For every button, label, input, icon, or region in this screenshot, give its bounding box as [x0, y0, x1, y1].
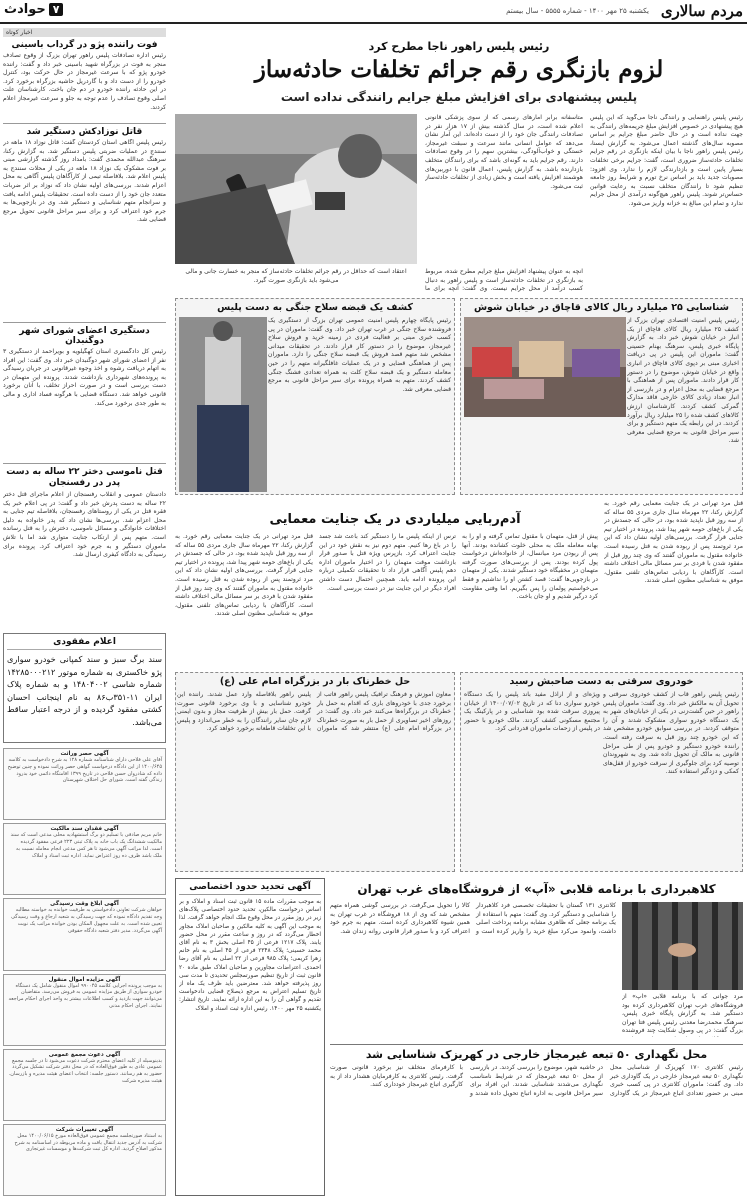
- sidebar-story4-title: قتل ناموسی دختر ۲۲ ساله به دست پدر در رفسنجان: [6, 467, 163, 488]
- legal-ad-body: به موجب پرونده اجرایی کلاسه ۹۹۰۰۴۵ اموال منقول شامل یک دستگاه خودرو سواری از طریق مزایده عمومی به فروش می‌رسد. متقاضیان می‌توانند جهت بازدید و کسب اطلاعات بیشتر به واحد اجرای احکام مراجعه نمایند. اجرای احکام مدنی: [8, 982, 162, 1009]
- mystery-body-mid: پیش از قتل، متهمان با مقتول تماس گرفته و او را به بهانه معامله ملک به محلی خلوت کشانده بودند. آنها پس از ربودن مرد میانسال، از خانواده‌اش درخواست پول کرده بودند. پس از بررسی‌های صورت گرفته متهمان در مخفیگاه خود دستگیر شدند. یکی از متهمان در بازجویی‌ها گفت: قصد کشتن او را نداشتیم و فقط می‌خواستیم پولمان را پس بگیریم. اما وقتی مقاومت کرد درگیر شدیم و او جان باخت.: [462, 533, 598, 601]
- divider: [3, 123, 166, 124]
- car-theft-body: رئیس پلیس راهور قاب از کشف خودروی سرقتی و تحویل آن به مالکش خبر داد. وی گفت: ماموران پلیس راهور در حین گشت‌زنی در یکی از خیابان‌های شهر به یک دستگاه خودرو سواری مشکوک شدند و آن را متوقف کردند. در بررسی سوابق خودرو مشخص شد که این خودرو چند روز قبل به سرقت رفته است. راننده خودرو دستگیر و خودرو پس از طی مراحل قانونی به مالک آن تحویل داده شد. وی به شهروندان توصیه کرد برای جلوگیری از سرقت خودرو از قفل‌های کمکی و دزدگیر استفاده کنند.: [603, 691, 739, 776]
- sidebar-story3-body: رئیس کل دادگستری استان کهگیلویه و بویراحمد از دستگیری ۳ نفر از اعضای شورای شهر دوگنبدان خبر داد. وی گفت: این افراد به اتهام دریافت رشوه و اخذ وجوه غیرقانونی در جریان رسیدگی به پرونده‌های شهرداری بازداشت شدند. پرونده این متهمان در دست بررسی است و در صورت احراز تخلف، با آنان برخورد قانونی خواهد شد. دستگاه قضایی با هرگونه فساد اداری و مالی به طور جدی برخورد می‌کند.: [3, 348, 166, 407]
- car-theft-title: خودروی سرقتی به دست صاحبش رسید: [509, 676, 694, 687]
- legal-ad: [3, 748, 166, 820]
- contraband-photo: [464, 317, 626, 417]
- lost-notice-title: اعلام مفقودی: [7, 637, 162, 650]
- weapons-body: رئیس پایگاه چهارم پلیس امنیت عمومی تهران بزرگ از دستگیری یک فروشنده سلاح جنگی در غرب تهران خبر داد. وی گفت: ماموران در پی کسب خبری مبنی بر فعالیت فردی در زمینه خرید و فروش سلاح غیرمجاز، موضوع را در دستور کار قرار دادند. در تحقیقات میدانی مشخص شد متهم قصد فروش یک قبضه سلاح جنگی را دارد. ماموران پس از هماهنگی قضایی و در یک عملیات غافلگیرانه متهم را در حین معامله دستگیر و یک قبضه سلاح کلت به همراه تعدادی فشنگ جنگی کشف کردند. متهم به همراه پرونده برای سیر مراحل قانونی به مرجع قضایی معرفی شد.: [268, 317, 451, 393]
- legal-ad-body: خواهان شرکت تعاونی دادخواستی به طرفیت خوانده به خواسته مطالبه وجه تقدیم دادگاه نموده که جهت رسیدگی به شعبه ارجاع و وقت رسیدگی تعیین شده است. به علت مجهول المکان بودن خوانده مراتب یک نوبت آگهی می‌گردد. مدیر دفتر شعبه دادگاه حقوقی: [11, 907, 162, 934]
- legal-ad-title: آگهی دعوت مجمع عمومی: [48, 1051, 121, 1058]
- section-title: حوادث: [4, 2, 46, 17]
- section-label: [4, 2, 63, 17]
- land-ad-body: به موجب مقررات ماده ۱۵ قانون ثبت اسناد و املاک و بر اساس درخواست مالکین، تحدید حدود اختصاصی پلاک‌های زیر در روز مقرر در محل وقوع ملک انجام خواهد گرفت. لذا به موجب این آگهی به کلیه مالکین و صاحبان املاک مجاور اخطار می‌گردد که در روز و ساعت مقرر در محل حضور یابند. پلاک ۱۲۱۷ فرعی از ۴۵ اصلی بخش ۳ به نام آقای محمد حسینی؛ پلاک ۲۳۴۸ فرعی از ۴۵ اصلی به نام خانم زهرا کریمی؛ پلاک ۹۸۵ فرعی از ۲۲ اصلی به نام آقای رضا احمدی. اعتراضات مجاورین و صاحبان املاک طبق ماده ۲۰ قانون ثبت از تاریخ تنظیم صورتمجلس تحدیدی تا مدت سی روز پذیرفته خواهد شد. معترضین باید ظرف یک ماه از تاریخ تسلیم اعتراض به مرجع ذیصلاح قضایی دادخواست تقدیم و گواهی آن را به این اداره ارائه نمایند. تاریخ انتشار: یکشنبه ۲۵ مهر ۱۴۰۰. رئیس اداره ثبت اسناد و املاک: [179, 899, 321, 1012]
- scam-headline: کلاهبرداری با برنامه قلابی «آپ» از فروشگاه‌های غرب تهران: [357, 882, 716, 896]
- officer-illustration: [175, 114, 417, 264]
- sidebar: [3, 28, 166, 628]
- sidebar-story2-title: قاتل نوزادکش دستگیر شد: [26, 127, 143, 137]
- car-theft-body2: ویژه‌ای و از اراذل مفید باند پلیس را یک دستگاه خودرو سواری دنا که در تاریخ ۱۴۰۰/۰۷/۰۲ از خیابان پیروزی سرقت شده بود شناسایی و در پارکینگ یک مجتمع مسکونی کشف کردند. مالک خودرو با حضور در پلیس از زحمات ماموران قدردانی کرد.: [464, 691, 600, 733]
- police-officer-photo: [175, 114, 417, 264]
- legal-ad-title: آگهی حصر وراثت: [60, 751, 109, 757]
- legal-ad: [3, 898, 166, 970]
- scam-body-right: مرد جوانی که با برنامه قلابی «آپ» از فروشگاه‌های غرب تهران کلاهبرداری کرده بود دستگیر شد. به گزارش پایگاه خبری پلیس، سرهنگ محمدرضا معدنی رئیس پلیس فتا تهران بزرگ گفت: در پی وصول شکایت چند فروشنده: [622, 993, 743, 1035]
- dateline: یکشنبه ۲۵ مهر ۱۴۰۰ - شماره ۵۵۵۵ - سال بیستم: [506, 7, 649, 15]
- divider: [3, 463, 166, 464]
- legal-ad-body: به استناد صورتجلسه مجمع عمومی فوق‌العاده مورخ ۱۴۰۰/۰۶/۱۵ محل شرکت به آدرس جدید انتقال یافت و ماده مربوطه در اساسنامه به شرح مذکور اصلاح گردید. اداره کل ثبت شرکت‌ها و موسسات غیرتجاری: [14, 1132, 162, 1153]
- scam-body-left: کلانتری ۱۳۱ گستان با تحقیقات تخصصی فرد کلاهبردار را شناسایی و دستگیر کرد. وی گفت: متهم با استفاده از یک برنامه جعلی که ظاهری مشابه برنامه پرداخت اصلی داشت، وانمود می‌کرد مبلغ خرید را واریز کرده است و کالا را تحویل می‌گرفت. در بررسی گوشی همراه متهم مشخص شد که وی از ۱۸ فروشگاه در غرب تهران به همین شیوه کلاهبرداری کرده است. متهم به جرم خود اعتراف کرد و با صدور قرار قانونی روانه زندان شد.: [330, 902, 616, 935]
- weapon-seizure-photo: [179, 317, 267, 492]
- hazard-load-title: حل خطرناک بار در بزرگراه امام علی (ع): [219, 676, 411, 687]
- prison-bars-photo: [622, 902, 743, 990]
- land-registry-ad: [175, 878, 325, 1196]
- weapons-title: کشف یک قبضه سلاح جنگی به دست پلیس: [217, 302, 413, 313]
- trafficking-body: رئیس پلیس امنیت اقتصادی تهران بزرگ از کشف ۲۵ میلیارد ریال کالای قاچاق از یک انبار در خیابان شوش خبر داد. به گزارش پایگاه خبری پلیس، سرهنگ بهنام حسینی گفت: ماموران این پلیس در پی دریافت اخباری مبنی بر دپوی کالای قاچاق در انباری واقع در خیابان شوش، موضوع را در دستور کار قرار دادند. ماموران پس از هماهنگی با مرجع قضایی به محل اعزام و در بازرسی از انبار تعداد زیادی کالای خارجی فاقد مدارک گمرکی کشف کردند. کارشناسان ارزش کالاهای کشف شده را ۲۵ میلیارد ریال برآورد کردند. در این رابطه یک متهم دستگیر و برای سیر مراحل قانونی به مرجع قضایی معرفی شد.: [627, 317, 739, 445]
- ads-column: [3, 748, 166, 1196]
- lead-body-mid: متاسفانه برابر آمارهای رسمی که از سوی پزشکی قانونی اعلام شده است، در سال گذشته بیش از ۱۷ هزار نفر در تصادفات رانندگی جان خود را از دست داده‌اند. این آمار نشان می‌دهد که عوامل انسانی مانند سرعت و سبقت غیرمجاز، خستگی و خواب‌آلودگی، بیشترین سهم را در وقوع تصادفات دارند. رقم جرایم باید به گونه‌ای باشد که برای رانندگان متخلف بازدارنده باشد. به گزارش پلیس، اعمال قانون با دوربین‌های هوشمند افزایش یافته است و بخش زیادی از تخلفات حادثه‌ساز ثبت می‌شود.: [425, 114, 583, 190]
- hazard-load-story: [175, 672, 455, 872]
- mystery-body-left: ترس از اینکه پلیس ما را دستگیر کند باعث شد جسد را در باغ رها کنیم. متهم دوم نیز به نقش خود در این جنایت اعتراف کرد. بازپرس ویژه قتل با صدور قرار بازداشت موقت متهمان را در اختیار ماموران اداره دهم پلیس آگاهی قرار داد تا تحقیقات تکمیلی درباره این پرونده ادامه یابد. همچنین احتمال دست داشتن افراد دیگر در این جنایت نیز در دست بررسی است.: [319, 533, 456, 592]
- legal-ad-title: آگهی تغییرات شرکت: [55, 1126, 114, 1133]
- sidebar-story1-body: رئیس اداره تصادفات پلیس راهور تهران بزرگ از وقوع تصادف منجر به فوت در بزرگراه شهید باسینی خبر داد و گفت: راننده خودرو پژو که با سرعت غیرمجاز در حال حرکت بود، کنترل خودرو را از دست داد و با گاردریل حاشیه بزرگراه برخورد کرد. در این حادثه راننده خودرو در دم جان باخت. کارشناسان علت اصلی وقوع تصادف را عدم توجه به جلو و سرعت غیرمجاز اعلام کردند.: [3, 52, 166, 111]
- masthead: [0, 0, 747, 24]
- car-theft-story: [460, 672, 743, 872]
- page-number: ۷: [49, 3, 64, 16]
- contraband-illustration: [464, 317, 626, 417]
- trafficking-title: شناسایی ۲۵ میلیارد ریال کالای قاچاق در خیابان شوش: [473, 302, 730, 313]
- mystery-body-right: قتل مرد تهرانی در یک جنایت معمایی رقم خورد. به گزارش رکنا، ۲۲ مهرماه سال جاری مردی ۵۵ ساله که از سه روز قبل ناپدید شده بود، در حالی که جسدش در یکی از باغ‌های حومه شهر پیدا شد، پرونده در اختیار تیم جنایی قرار گرفت. بررسی‌های اولیه نشان داد که این مرد ثروتمند پس از ربوده شدن به قتل رسیده است. خانواده مقتول به ماموران گفتند که وی چند روز قبل از مفقود شدن با فردی بر سر مسائل مالی اختلاف داشته است. کارآگاهان با ردیابی تماس‌های تلفنی مقتول، موفق به شناسایی مظنون اصلی شدند.: [604, 500, 743, 585]
- lead-kicker: رئیس پلیس راهور ناجا مطرح کرد: [368, 40, 550, 53]
- sidebar-story1-title: فوت راننده پژو در گرداب باسینی: [11, 40, 158, 50]
- sidebar-story3-title: دستگیری اعضای شورای شهر دوگنبدان: [19, 326, 150, 346]
- lead-photo-caption: اعتقاد است که حداقل در رقم جرائم تخلفات حادثه‌ساز که منجر به خسارت جانی و مالی می‌شود باید بازنگری صورت گیرد.: [185, 268, 407, 284]
- legal-ad-title: آگهی فقدان سند مالکیت: [50, 826, 119, 833]
- lost-notice-body: سند برگ سبز و سند کمپانی خودرو سواری پژو خاکستری به شماره موتور ۱۴۲۸۵۰۰۰۲۱۲ شماره شاسی ۱۴۸۰۴۰۰۲ و به شماره پلاک ایران ۱۱-۳۵۱ب۸۶ به نام اینجانب احسان کشتی مفقود گردیده و از درجه اعتبار ساقط می‌باشد.: [7, 654, 163, 727]
- lead-subtitle: پلیس پیشنهادی برای افزایش مبلغ جرایم رانندگی نداده است: [280, 90, 638, 104]
- legal-ad: [3, 1049, 166, 1121]
- prison-illustration: [622, 902, 743, 990]
- legal-ad-body: آقای علی فلاحی دارای شناسنامه شماره ۱۲۸ به شرح دادخواست به کلاسه ۱۴۰۰/۶۴۵ از این دادگاه درخواست گواهی حصر وراثت نموده و چنین توضیح داده که شادروان حسن فلاحی در تاریخ ۱۳۹۹ اقامتگاه دائمی خود بدرود زندگی گفته است. شورای حل اختلاف شهرستان: [7, 757, 162, 784]
- weapon-illustration: [179, 317, 267, 492]
- land-ad-title: آگهی تحدید حدود اختصاصی: [179, 882, 321, 895]
- mystery-headline: آدم‌ربایی میلیاردی در یک جنایت معمایی: [269, 512, 521, 527]
- sidebar-story2-body: رئیس پلیس آگاهی استان کردستان گفت: قاتل نوزاد ۱۸ ماهه در سنندج در عملیات ضربتی پلیس دستگیر شد. به گزارش رکنا، سرهنگ عبدالله محمدی گفت: بامداد روز گذشته گزارشی مبنی بر فوت مشکوک یک نوزاد ۱۸ ماهه در یکی از محلات سنندج به پلیس اعلام شد. بلافاصله تیمی از کارآگاهان پلیس آگاهی به محل اعزام شدند. بررسی‌های اولیه نشان داد که نوزاد بر اثر ضربات متعدد جان خود را از دست داده است. تحقیقات پلیس ادامه یافت و سرانجام متهم شناسایی و دستگیر شد. وی در بازجویی‌ها به جرم خود اعتراف کرد و برای سیر مراحل قانونی تحویل مرجع قضایی شد.: [3, 139, 166, 224]
- lead-body-right: رئیس پلیس راهنمایی و رانندگی ناجا می‌گوید که این پلیس هیچ پیشنهادی در خصوص افزایش مبلغ جریمه‌های رانندگی به جهت نداده است و در حال حاضر مبلغ جرایم بر اساس مصوبه سال‌های گذشته اعمال می‌شود. به گزارش ایسنا، رئیس پلیس راهور ناجا با بیان اینکه بازنگری در رقم جرایم تخلفات حادثه‌ساز ضروری است، گفت: جرایم برخی تخلفات بسیار پایین است و بازدارندگی لازم را ندارد. وی افزود: مصوبات جدید باید بر اساس نرخ تورم و شرایط روز جامعه تنظیم شود تا رانندگان متخلف نسبت به رعایت قوانین حساس‌تر شوند. پلیس راهور هیچ‌گونه درآمدی از محل جرایم ندارد و تمام این مبالغ به خزانه واریز می‌شود.: [590, 114, 743, 207]
- legal-ad-body: خانم مریم صادقی با تسلیم دو برگ استشهادیه محلی مدعی است که سند مالکیت ششدانگ یک باب خانه به پلاک ثبتی ۲۲۳ فرعی مفقود گردیده است. لذا مراتب آگهی می‌شود تا هر کس مدعی انجام معامله نسبت به ملک باشد ظرف ده روز اعتراض نماید. اداره ثبت اسناد و املاک: [10, 832, 162, 859]
- sidebar-story4-body: دادستان عمومی و انقلاب رفسنجان از اعلام ماجرای قتل دختر ۲۲ ساله به دست پدرش خبر داد و گفت: در پی اعلام خبر یک فقره قتل در یکی از روستاهای رفسنجان، بلافاصله تیم جنایی به محل اعزام شد. بررسی‌ها نشان داد که پدر خانواده به دلیل اختلافات خانوادگی و مسائل ناموسی، دخترش را به قتل رسانده است. متهم پس از ارتکاب جنایت متواری شد اما با تلاش ماموران دستگیر و به جرم خود اعتراف کرد. پرونده برای رسیدگی به دادگاه کیفری ارسال شد.: [3, 491, 166, 559]
- nationals-body: رئیس کلانتری ۱۷۰ کهریزک از شناسایی محل نگهداری ۵۰ تبعه غیرمجاز خارجی در یک گاوداری خبر داد. وی گفت: ماموران کلانتری در پی کسب خبری مبنی بر حضور تعدادی اتباع غیرمجاز در یک گاوداری در حاشیه شهر، موضوع را بررسی کردند. در بازرسی از محل ۵۰ تبعه غیرمجاز که در شرایط نامناسب نگهداری می‌شدند شناسایی شدند. این افراد برای سیر مراحل قانونی به اداره اتباع تحویل داده شدند و با کارفرمای متخلف نیز برخورد قانونی صورت گرفت. رئیس کلانتری به کارفرمایان هشدار داد از به کارگیری اتباع غیرمجاز خودداری کنند.: [330, 1064, 743, 1097]
- newspaper-logo: مردم سالاری: [660, 2, 743, 20]
- legal-ad-title: آگهی مزایده اموال منقول: [48, 976, 121, 983]
- legal-ad-body: بدینوسیله از کلیه اعضای محترم شرکت دعوت می‌شود تا در جلسه مجمع عمومی عادی به طور فوق‌العاده که در محل دفتر شرکت تشکیل می‌گردد حضور به هم رسانند. دستور جلسه: انتخاب اعضای هیئت مدیره و بازرسان. هیئت مدیره شرکت: [8, 1057, 162, 1085]
- lead-headline: لزوم بازنگری رقم جرائم تخلفات حادثه‌ساز: [254, 56, 664, 83]
- legal-ad: [3, 823, 166, 895]
- legal-ad-title: آگهی ابلاغ وقت رسیدگی: [50, 901, 119, 908]
- weapons-story: [175, 298, 455, 495]
- lost-notice: [3, 633, 166, 743]
- mystery-body-left2: قتل مرد تهرانی در یک جنایت معمایی رقم خورد. به گزارش رکنا، ۲۲ مهرماه سال جاری مردی ۵۵ ساله که از سه روز قبل ناپدید شده بود، در حالی که جسدش در یکی از باغ‌های حومه شهر پیدا شد، پرونده در اختیار تیم جنایی قرار گرفت. بررسی‌های اولیه نشان داد که این مرد ثروتمند پس از ربوده شدن به قتل رسیده است. خانواده مقتول به ماموران گفتند که وی چند روز قبل از مفقود شدن با فردی بر سر مسائل مالی اختلاف داشته است. کارآگاهان با ردیابی تماس‌های تلفنی مقتول، موفق به شناسایی مظنون اصلی شدند.: [175, 533, 313, 618]
- sidebar-label: اخبار کوتاه: [3, 28, 166, 37]
- nationals-headline: محل نگهداری ۵۰ تبعه غیرمجاز خارجی در کهریزک شناسایی شد: [330, 1044, 743, 1061]
- lead-body-left: آنچه به عنوان پیشنهاد افزایش مبلغ جرایم مطرح شده، مربوط به بازنگری در تخلفات حادثه‌ساز است و پلیس راهور به دنبال کسب درآمد از محل جرایم نیست. وی گفت: آنچه برای ما: [425, 268, 583, 292]
- divider: [3, 322, 166, 323]
- legal-ad: [3, 974, 166, 1046]
- trafficking-story: [460, 298, 743, 495]
- hazard-load-body: معاون آموزش و فرهنگ ترافیک پلیس راهور فاتب از برخورد جدی با خودروهای باری که اقدام به حمل بار خطرناک در بزرگراه‌ها می‌کنند خبر داد. وی گفت: در روزهای اخیر تصاویری از حمل بار به صورت خطرناک در بزرگراه امام علی (ع) منتشر شد که ماموران پلیس راهور بلافاصله وارد عمل شدند. راننده این خودرو شناسایی و با وی برخورد قانونی صورت گرفت. حمل بار بیش از ظرفیت مجاز و بدون ایمنی لازم جان سایر رانندگان را به خطر می‌اندازد و پلیس با این تخلفات قاطعانه برخورد خواهد کرد.: [177, 691, 451, 733]
- legal-ad: [3, 1124, 166, 1196]
